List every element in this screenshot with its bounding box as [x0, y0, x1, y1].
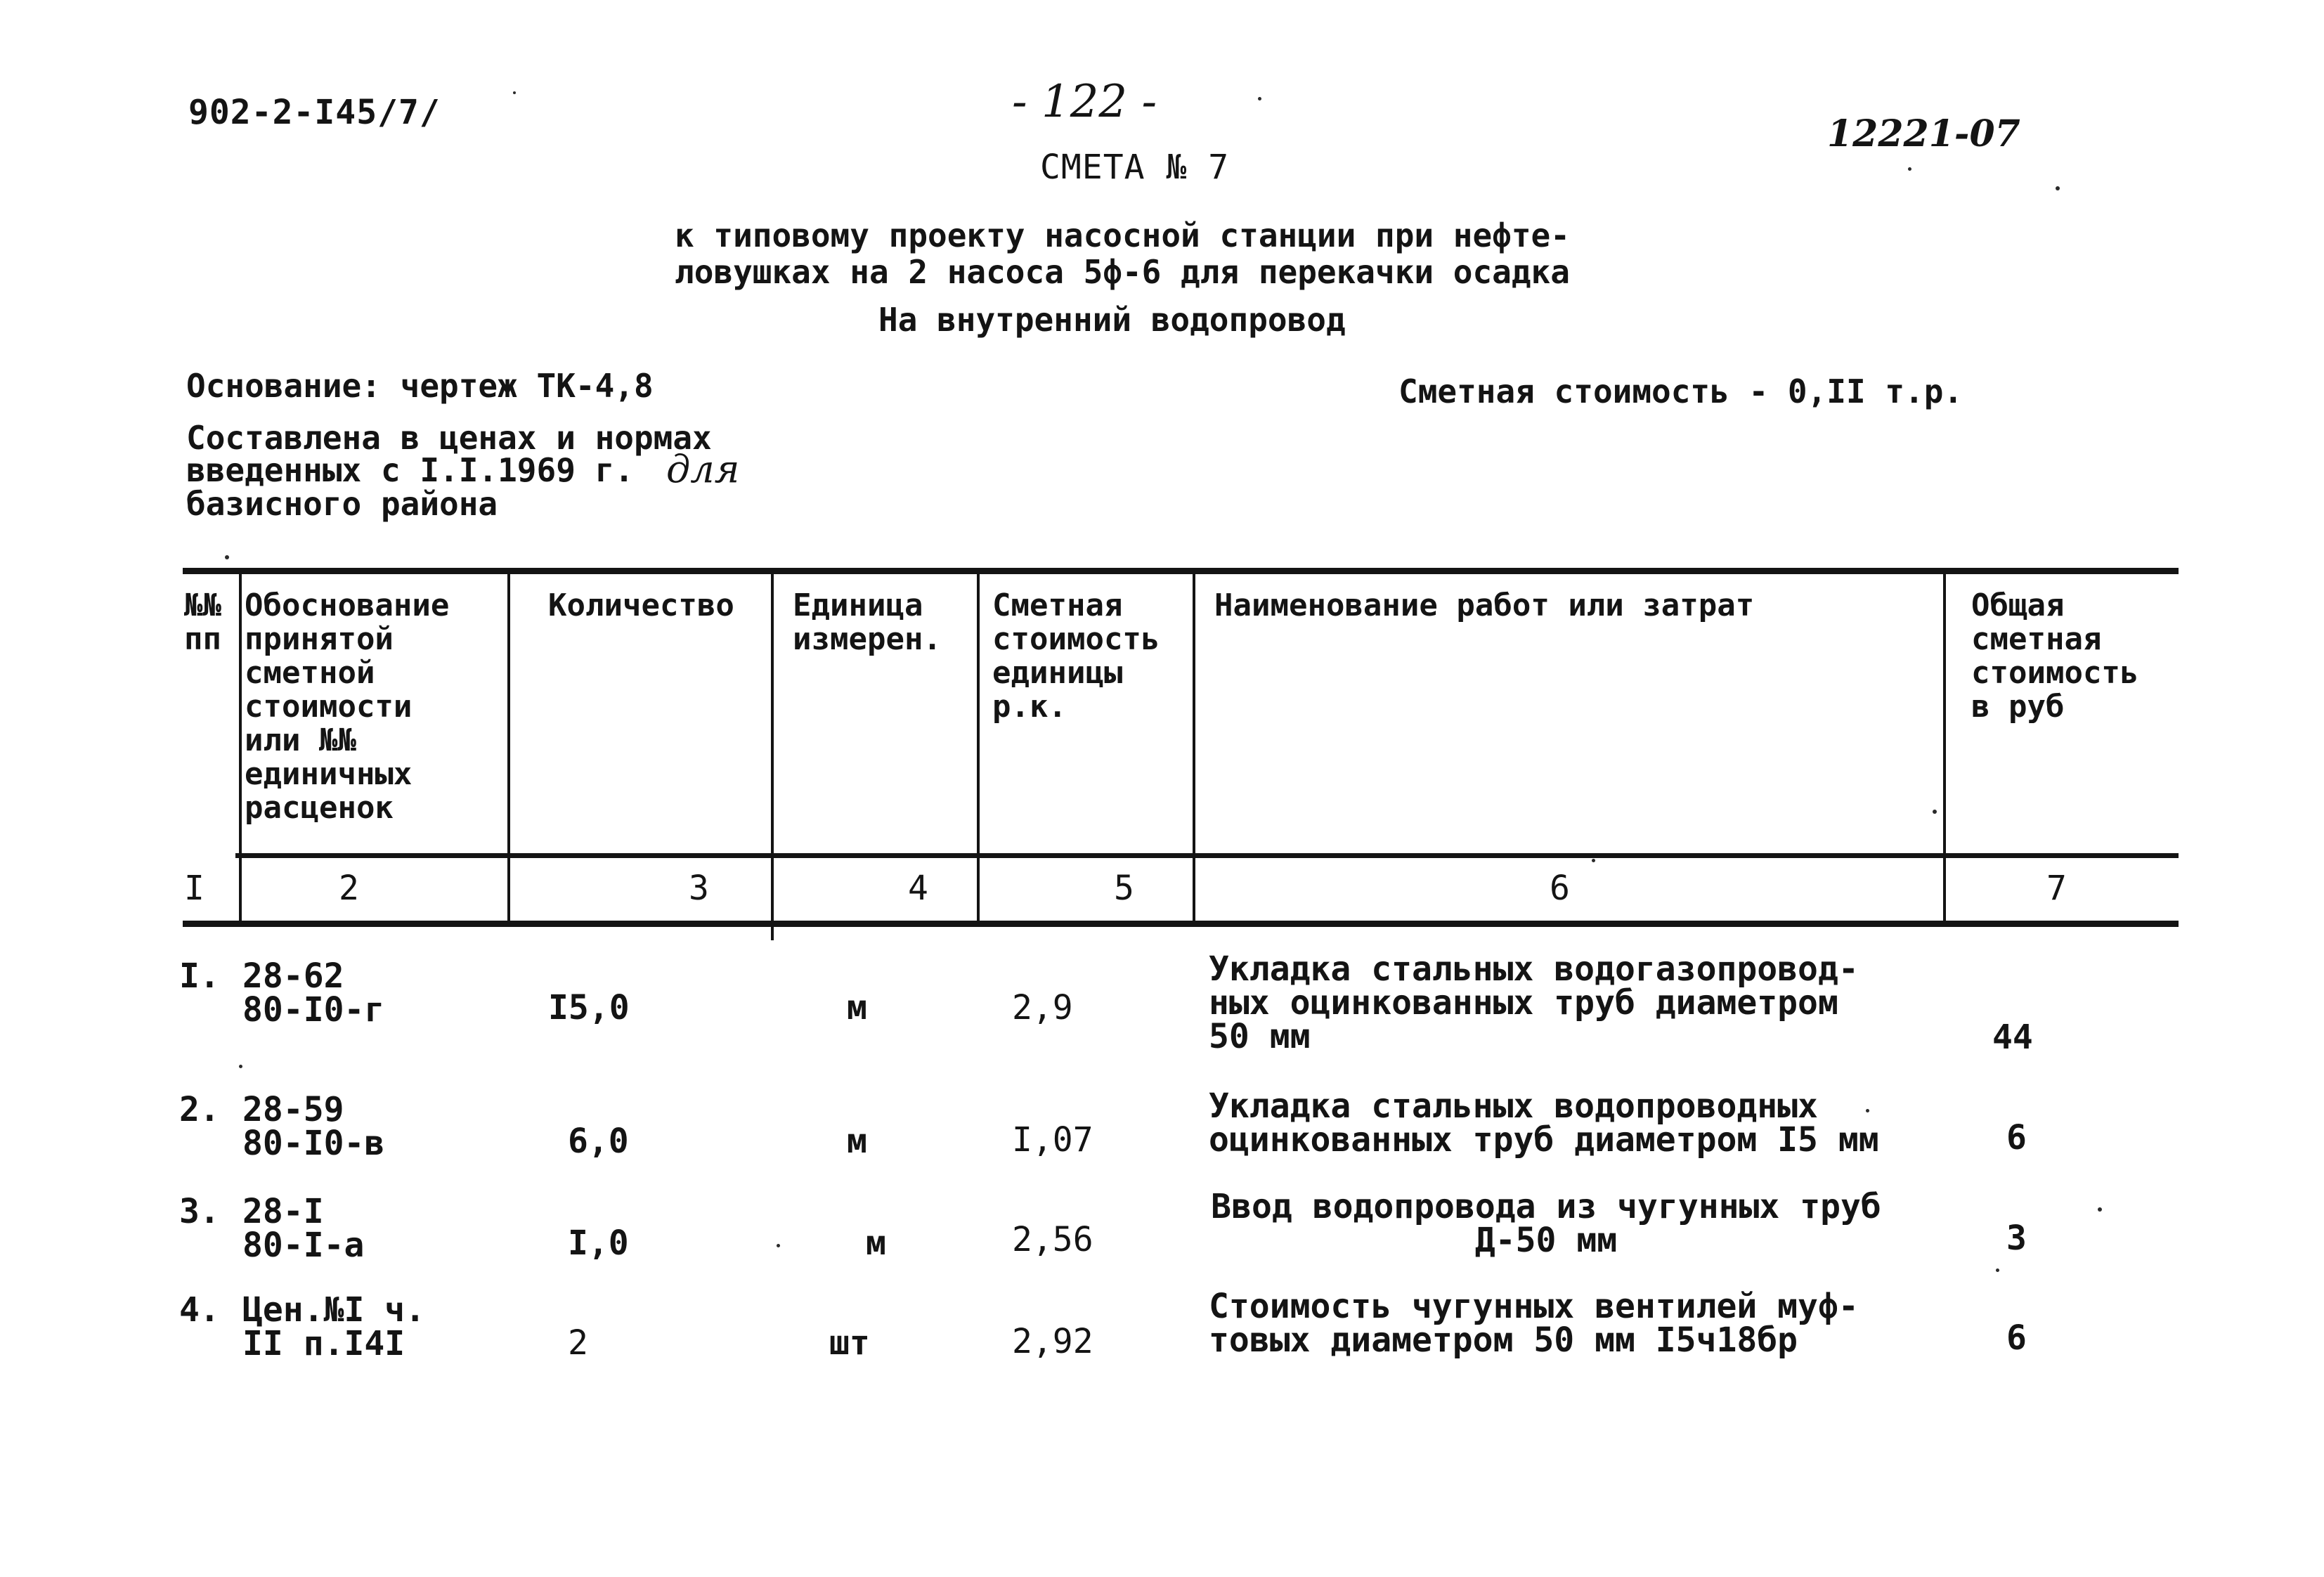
column-divider [507, 568, 510, 926]
row-basis: 28-59 80-I0-в [242, 1090, 385, 1163]
row-description: Укладка стальных водогазопровод- ных оцинкованных труб диаметром 50 мм [1209, 949, 1859, 1056]
row-unit-cost: 2,56 [1012, 1220, 1093, 1259]
row-number: 3. [179, 1192, 220, 1231]
row-basis: Цен.№I ч. II п.I4I [242, 1290, 426, 1363]
estimate-heading: СМЕТА № 7 [1040, 148, 1230, 187]
row-total: 44 [1992, 1018, 2033, 1057]
archive-number: 12221-07 [1827, 112, 2020, 155]
subtitle-line-1: к типовому проекту насосной станции при нефте- [675, 216, 1570, 254]
row-description: Укладка стальных водопроводных оцинкованных труб диаметром I5 мм [1209, 1086, 1879, 1160]
estimated-cost: Сметная стоимость - 0,II т.р. [1398, 372, 1963, 410]
scan-speck [239, 1065, 242, 1068]
compiled-line-3: базисного района [186, 485, 498, 523]
column-number: 6 [1550, 869, 1570, 908]
table-number-row-rule [183, 921, 2179, 927]
scan-speck [1933, 810, 1937, 814]
header-basis: Обоснование принятой сметной стоимости или №№ единичных расценок [245, 588, 450, 826]
row-unit-cost: 2,92 [1012, 1322, 1093, 1361]
header-quantity: Количество [548, 588, 734, 623]
row-total: 6 [2006, 1318, 2027, 1358]
column-divider [771, 568, 774, 940]
row-total: 6 [2006, 1118, 2027, 1157]
subtitle-line-2: ловушках на 2 насоса 5ф-6 для перекачки осадка [675, 253, 1570, 291]
row-quantity: 2 [568, 1323, 588, 1363]
row-number: I. [179, 956, 220, 996]
column-number: I [184, 869, 205, 908]
header-description: Наименование работ или затрат [1214, 588, 1755, 623]
column-number: 7 [2046, 869, 2067, 908]
table-header-rule [235, 853, 2179, 858]
column-divider [239, 568, 242, 926]
document-code: 902-2-I45/7/ [188, 93, 441, 132]
scan-speck [2056, 186, 2060, 190]
table-top-rule [183, 568, 2179, 574]
column-number: 2 [339, 869, 359, 908]
page-number: - 122 - [1012, 76, 1157, 128]
row-basis: 28-I 80-I-а [242, 1192, 365, 1265]
compiled-line-2: введенных с I.I.1969 г. [186, 451, 634, 489]
column-divider [1943, 568, 1946, 926]
row-unit: м [847, 1122, 867, 1161]
scan-speck [2098, 1207, 2102, 1212]
scan-speck [1258, 97, 1261, 100]
row-unit-cost: I,07 [1012, 1120, 1093, 1160]
row-unit: м [847, 988, 867, 1027]
header-unit: Единица измерен. [793, 588, 942, 657]
compiled-handwritten-note: для [666, 447, 740, 491]
scan-speck [1908, 167, 1911, 171]
row-quantity: I,0 [568, 1224, 629, 1263]
compiled-line-1: Составлена в ценах и нормах [186, 419, 712, 457]
row-number: 2. [179, 1090, 220, 1129]
row-unit-cost: 2,9 [1012, 988, 1073, 1027]
row-description: Ввод водопровода из чугунных труб Д-50 мм [1211, 1187, 1881, 1260]
header-number: №№ пп [184, 588, 221, 657]
scan-speck [1866, 1109, 1869, 1112]
row-unit: шт [829, 1323, 870, 1363]
row-basis: 28-62 80-I0-г [242, 956, 385, 1030]
basis-drawing: Основание: чертеж ТК-4,8 [186, 367, 654, 405]
column-divider [977, 568, 980, 926]
row-quantity: 6,0 [568, 1122, 629, 1161]
scan-speck [1592, 859, 1595, 862]
subtitle-line-3: На внутренний водопровод [878, 301, 1346, 339]
scan-speck [777, 1244, 780, 1247]
scan-speck [513, 91, 516, 94]
header-unit-cost: Сметная стоимость единицы р.к. [992, 588, 1160, 725]
row-quantity: I5,0 [548, 988, 630, 1027]
row-total: 3 [2006, 1219, 2027, 1258]
row-description: Стоимость чугунных вентилей муф- товых диаметром 50 мм I5ч18бр [1209, 1287, 1859, 1360]
column-number: 3 [689, 869, 709, 908]
column-number: 4 [908, 869, 928, 908]
scan-speck [225, 555, 229, 559]
row-number: 4. [179, 1290, 220, 1330]
header-total: Общая сметная стоимость в руб [1971, 588, 2139, 725]
scan-speck [1996, 1268, 1999, 1272]
column-divider [1193, 568, 1195, 926]
column-number: 5 [1114, 869, 1134, 908]
row-unit: м [866, 1224, 886, 1263]
